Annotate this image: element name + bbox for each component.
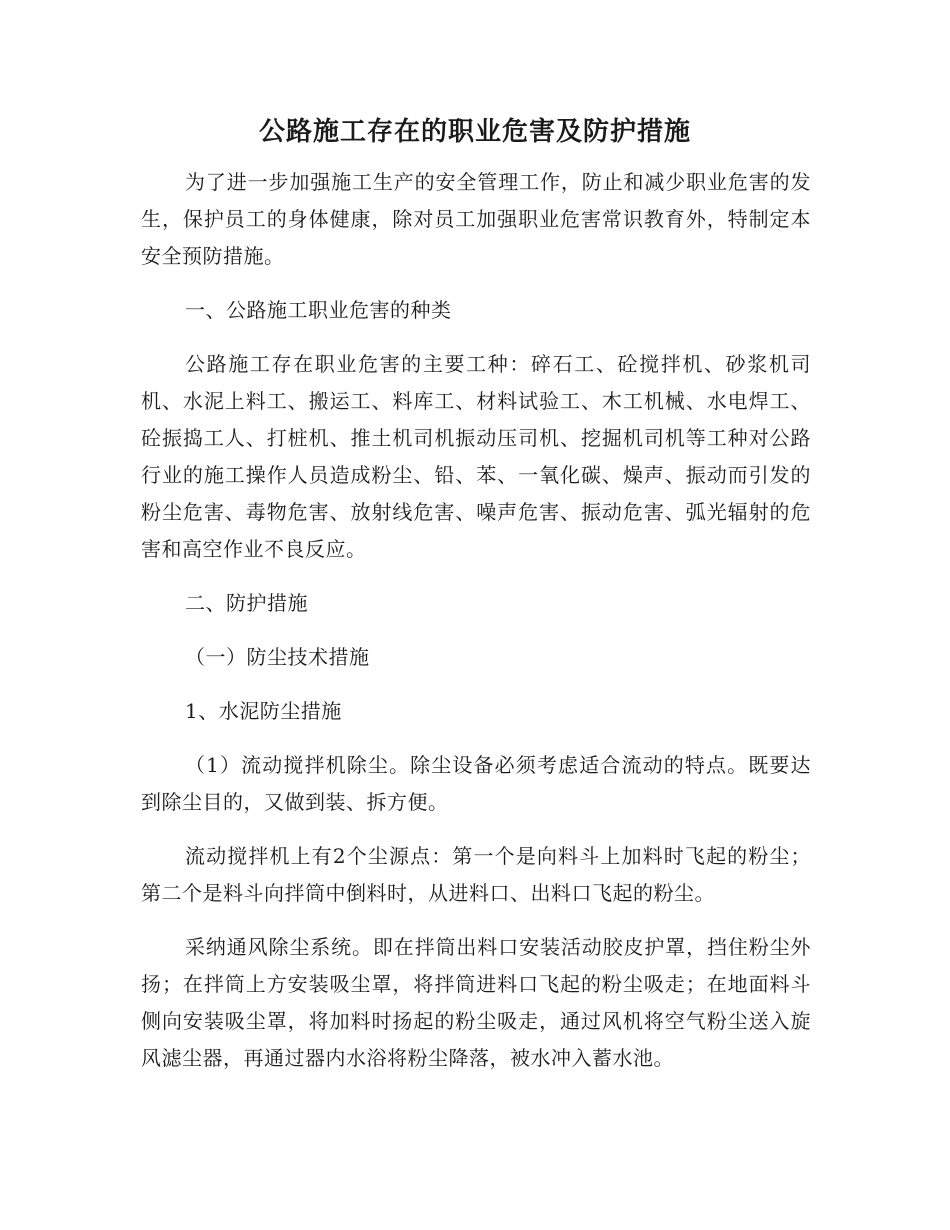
document-title: 公路施工存在的职业危害及防护措施 xyxy=(258,117,691,147)
intro-paragraph: 为了进一步加强施工生产的安全管理工作，防止和减少职业危害的发生，保护员工的身体健康，除对员工加强职业危害常识教育外，特制定本安全预防措施。 xyxy=(141,170,811,268)
ventilation-paragraph: 采纳通风除尘系统。即在拌筒出料口安装活动胶皮护罩，挡住粉尘外扬；在拌筒上方安装吸尘罩，将拌筒进料口飞起的粉尘吸走；在地面料斗侧向安装吸尘罩，将加料时扬起的粉尘吸走，通过风机将空气粉尘送入旋风滤尘器，再通过器内水浴将粉尘降落，被水冲入蓄水池。 xyxy=(141,935,811,1070)
subsection-heading-dust-prevention: （一）防尘技术措施 xyxy=(185,645,370,669)
item-heading-cement-dust: 1、水泥防尘措施 xyxy=(185,699,342,723)
section-heading-protection: 二、防护措施 xyxy=(185,591,308,615)
hazard-types-paragraph: 公路施工存在职业危害的主要工种：碎石工、砼搅拌机、砂浆机司机、水泥上料工、搬运工、料库工、材料试验工、木工机械、水电焊工、砼振捣工人、打桩机、推土机司机振动压司机、挖掘机司机等工种对公路行业的施工操作人员造成粉尘、铅、苯、一氧化碳、燥声、振动而引发的粉尘危害、毒物危害、放射线危害、噪声危害、振动危害、弧光辐射的危害和高空作业不良反应。 xyxy=(141,352,811,561)
mobile-mixer-paragraph: （1）流动搅拌机除尘。除尘设备必须考虑适合流动的特点。既要达到除尘目的，又做到装、拆方便。 xyxy=(141,753,811,814)
section-heading-hazard-types: 一、公路施工职业危害的种类 xyxy=(185,298,452,322)
dust-source-paragraph: 流动搅拌机上有2个尘源点：第一个是向料斗上加料时飞起的粉尘；第二个是料斗向拌筒中倒料时，从进料口、出料口飞起的粉尘。 xyxy=(141,844,811,905)
document-body xyxy=(141,164,811,1077)
